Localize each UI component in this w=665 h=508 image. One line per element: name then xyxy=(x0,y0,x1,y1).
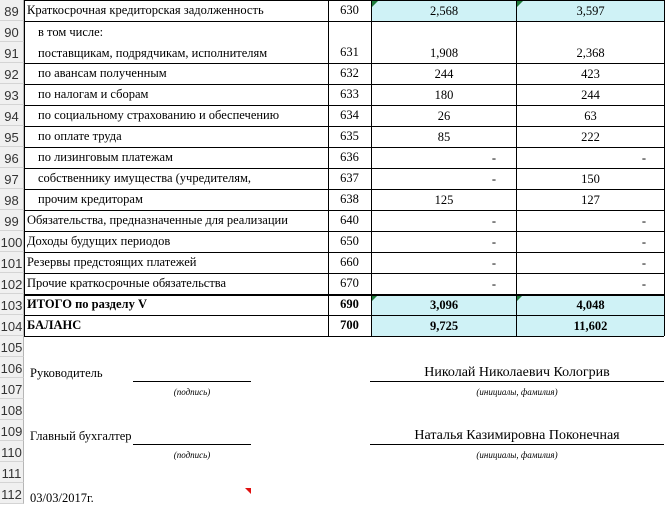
row-label: по оплате труда xyxy=(38,129,122,143)
row-header[interactable]: 89 xyxy=(0,0,24,21)
grid-hline xyxy=(24,210,664,211)
row-header[interactable]: 107 xyxy=(0,378,24,399)
row-header[interactable]: 98 xyxy=(0,189,24,210)
row-header[interactable]: 112 xyxy=(0,483,24,504)
row-label: по лизинговым платежам xyxy=(38,150,173,164)
row-label: по социальному страхованию и обеспечению xyxy=(38,108,280,122)
grid-hline xyxy=(24,63,664,64)
grid-hline xyxy=(24,21,664,22)
row-header[interactable]: 100 xyxy=(0,231,24,252)
grid-hline-thick xyxy=(24,294,664,296)
value-start-of-period[interactable]: 1,908 xyxy=(429,46,459,60)
value-end-of-period[interactable]: - xyxy=(641,150,646,165)
head-name-caption: (инициалы, фамилия) xyxy=(476,387,558,397)
row-header[interactable]: 109 xyxy=(0,420,24,441)
row-code: 660 xyxy=(340,255,359,269)
value-end-of-period[interactable] xyxy=(517,22,664,42)
row-header[interactable]: 103 xyxy=(0,294,24,315)
row-header[interactable]: 101 xyxy=(0,252,24,273)
row-header[interactable]: 91 xyxy=(0,42,24,63)
grid-hline xyxy=(24,105,664,106)
value-end-of-period[interactable]: 2,368 xyxy=(576,46,605,60)
row-label: собственнику имущества (учредителям, xyxy=(38,171,252,185)
value-start-of-period[interactable]: - xyxy=(491,150,496,165)
row-header[interactable]: 92 xyxy=(0,63,24,84)
report-date: 03/03/2017г. xyxy=(30,490,94,505)
row-label: прочим кредиторам xyxy=(38,192,143,206)
value-start-of-period[interactable]: 85 xyxy=(437,129,451,144)
value-start-of-period[interactable]: - xyxy=(491,213,496,228)
grid-hline xyxy=(24,336,664,337)
row-code: 670 xyxy=(340,276,359,290)
row-code: 638 xyxy=(340,192,359,206)
chief-accountant-name: Наталья Казимировна Поконечная xyxy=(414,428,620,443)
grid-hline xyxy=(24,189,664,190)
row-header[interactable]: 97 xyxy=(0,168,24,189)
row-header[interactable]: 95 xyxy=(0,126,24,147)
value-start-of-period[interactable]: - xyxy=(491,171,496,186)
value-end-of-period[interactable]: - xyxy=(641,234,646,249)
value-end-of-period[interactable]: 222 xyxy=(581,129,600,144)
row-code: 640 xyxy=(340,213,359,227)
row-header[interactable]: 90 xyxy=(0,21,24,42)
grid-hline xyxy=(24,252,664,253)
grid-hline xyxy=(24,231,664,232)
row-label: Доходы будущих периодов xyxy=(27,234,171,248)
chief-accountant-name-line xyxy=(370,444,664,445)
value-end-of-period[interactable]: 150 xyxy=(581,171,600,186)
row-label: Краткосрочная кредиторская задолженность xyxy=(27,3,264,17)
row-code: 637 xyxy=(340,171,359,185)
value-start-of-period[interactable]: 2,568 xyxy=(372,1,516,21)
grid-hline xyxy=(24,147,664,148)
value-end-of-period[interactable]: 11,602 xyxy=(517,316,664,336)
row-header[interactable]: 108 xyxy=(0,399,24,420)
row-code: 636 xyxy=(340,150,359,164)
row-code: 700 xyxy=(340,318,359,332)
chief-accountant-signature-caption: (подпись) xyxy=(173,450,211,460)
value-end-of-period[interactable]: 244 xyxy=(581,87,600,102)
row-header[interactable]: 99 xyxy=(0,210,24,231)
value-start-of-period[interactable]: - xyxy=(491,234,496,249)
value-end-of-period[interactable]: - xyxy=(641,213,646,228)
value-start-of-period[interactable]: 180 xyxy=(434,87,454,102)
row-header[interactable]: 102 xyxy=(0,273,24,294)
cell-indicator-icon xyxy=(372,1,378,7)
chief-accountant-label: Главный бухгалтер xyxy=(30,428,132,443)
value-start-of-period[interactable] xyxy=(372,22,516,42)
row-label: ИТОГО по разделу V xyxy=(27,297,147,311)
row-label: по авансам полученным xyxy=(38,66,167,80)
value-end-of-period[interactable]: - xyxy=(641,255,646,270)
value-end-of-period[interactable]: 3,597 xyxy=(517,1,664,21)
grid-hline xyxy=(24,126,664,127)
row-code: 630 xyxy=(340,3,359,17)
head-name-line xyxy=(370,381,664,382)
row-header[interactable]: 93 xyxy=(0,84,24,105)
row-label: поставщикам, подрядчикам, исполнителям xyxy=(38,46,268,60)
head-name: Николай Николаевич Кологрив xyxy=(424,365,610,380)
row-header[interactable]: 110 xyxy=(0,441,24,462)
cell-indicator-icon xyxy=(517,1,523,7)
grid-hline xyxy=(24,315,664,316)
row-label: в том числе: xyxy=(38,25,104,39)
row-code: 635 xyxy=(340,129,359,143)
grid-hline xyxy=(24,0,664,1)
row-code: 690 xyxy=(340,297,359,311)
row-code: 650 xyxy=(340,234,359,248)
row-header[interactable]: 96 xyxy=(0,147,24,168)
chief-accountant-signature-line[interactable] xyxy=(133,444,251,445)
grid-hline xyxy=(24,84,664,85)
value-end-of-period[interactable]: 4,048 xyxy=(517,295,664,315)
row-code: 633 xyxy=(340,87,359,101)
row-label: Обязательства, предназначенные для реализации xyxy=(27,213,288,227)
value-end-of-period[interactable]: 127 xyxy=(581,192,600,207)
row-label: по налогам и сборам xyxy=(38,87,149,101)
value-start-of-period[interactable]: 244 xyxy=(434,66,454,81)
row-label: БАЛАНС xyxy=(27,318,82,332)
row-header[interactable]: 106 xyxy=(0,357,24,378)
comment-indicator-icon[interactable] xyxy=(245,488,251,494)
value-end-of-period[interactable]: 423 xyxy=(581,66,600,81)
value-end-of-period[interactable]: - xyxy=(641,276,646,291)
value-start-of-period[interactable]: - xyxy=(491,276,496,291)
head-signature-caption: (подпись) xyxy=(173,387,211,397)
head-signature-line[interactable] xyxy=(133,381,251,382)
value-end-of-period[interactable]: 63 xyxy=(584,108,597,123)
row-code: 631 xyxy=(340,45,359,59)
grid-hline xyxy=(24,273,664,274)
row-header[interactable]: 104 xyxy=(0,315,24,336)
grid-hline xyxy=(24,168,664,169)
value-start-of-period[interactable]: 9,725 xyxy=(372,316,516,336)
value-start-of-period[interactable]: - xyxy=(491,255,496,270)
chief-accountant-name-caption: (инициалы, фамилия) xyxy=(476,450,558,460)
head-label: Руководитель xyxy=(30,365,103,380)
row-code: 632 xyxy=(340,66,359,80)
row-label: Резервы предстоящих платежей xyxy=(27,255,197,269)
row-code: 634 xyxy=(340,108,359,122)
value-start-of-period[interactable]: 3,096 xyxy=(372,295,516,315)
value-start-of-period[interactable]: 26 xyxy=(437,108,451,123)
row-header[interactable]: 105 xyxy=(0,336,24,357)
value-start-of-period[interactable]: 125 xyxy=(434,192,454,207)
row-header[interactable]: 94 xyxy=(0,105,24,126)
row-label: Прочие краткосрочные обязательства xyxy=(27,276,227,290)
row-header[interactable]: 111 xyxy=(0,462,24,483)
